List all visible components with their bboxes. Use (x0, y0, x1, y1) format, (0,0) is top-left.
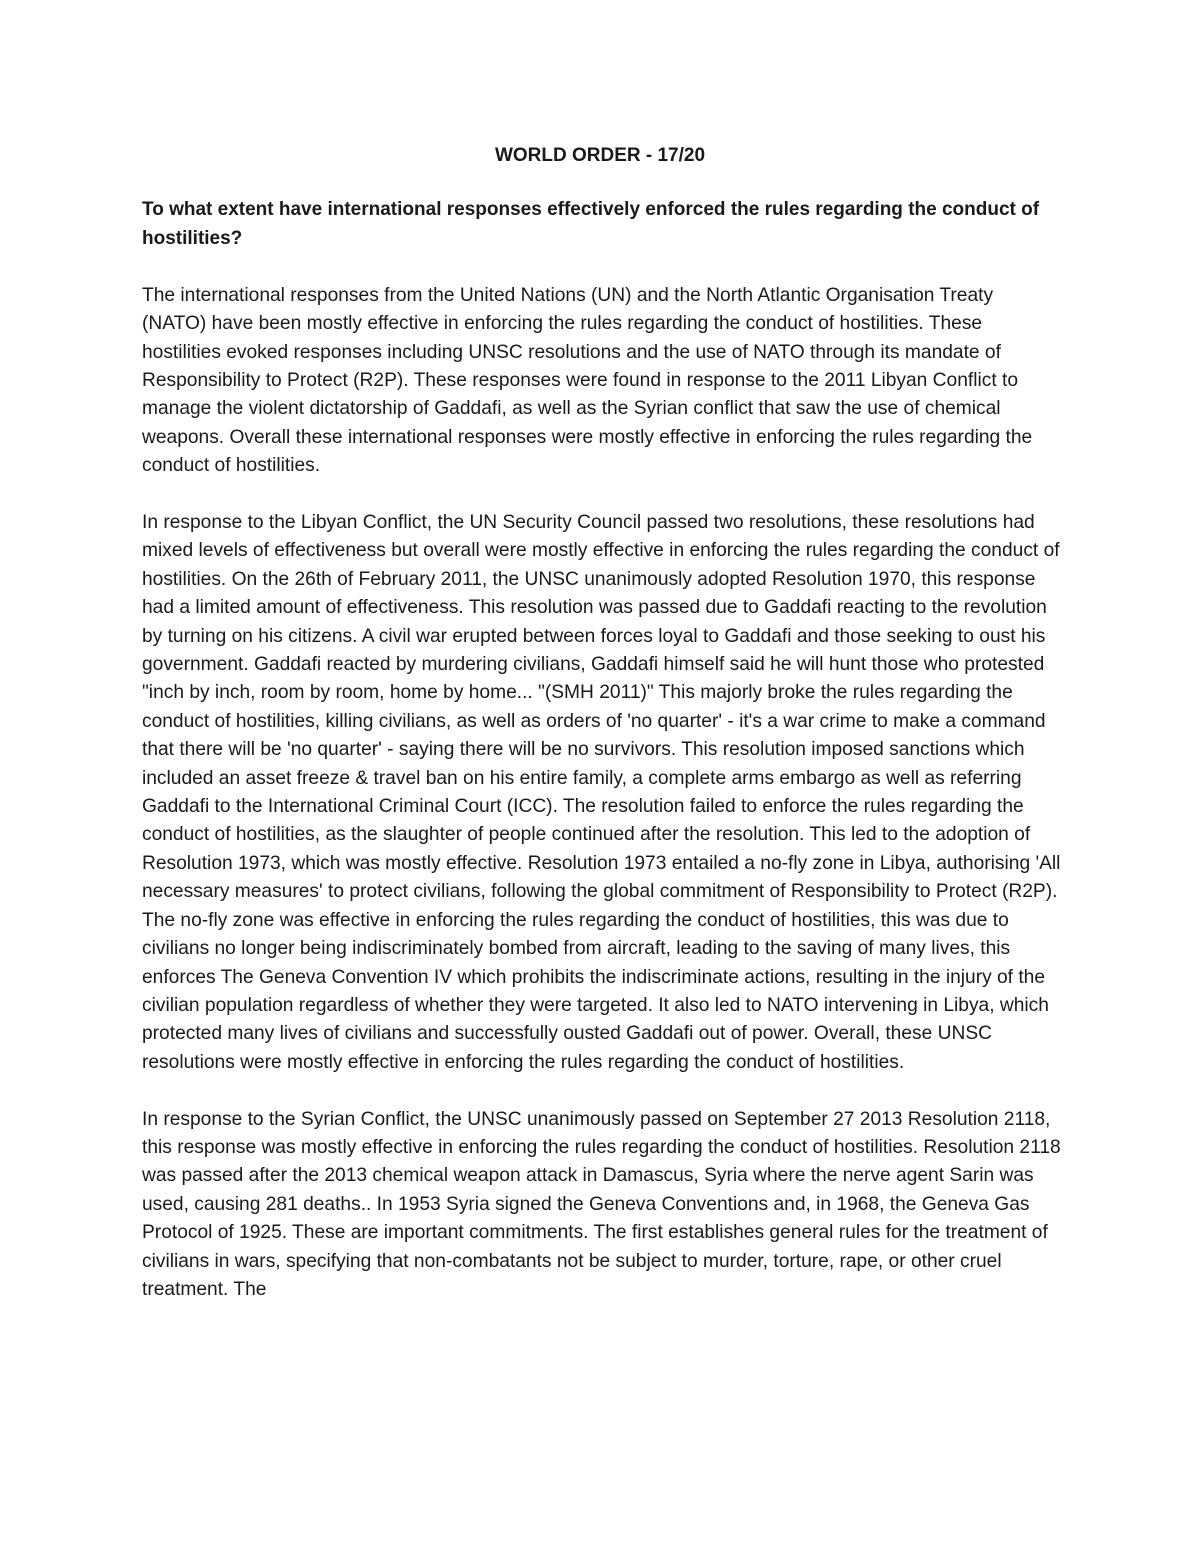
document-body (142, 196, 1062, 1333)
paragraph-libyan-conflict: In response to the Libyan Conflict, the UN Security Council passed two resolutions, these resolutions had mixed levels of effectiveness but overall were mostly effective in enforcing the rules regarding the conduct of hostilities. On the 26th of February 2011, the UNSC unanimously adopted Resolution 1970, this response had a limited amount of effectiveness. This resolution was passed due to Gaddafi reacting to the revolution by turning on his citizens. A civil war erupted between forces loyal to Gaddafi and those seeking to oust his government. Gaddafi reacted by murdering civilians, Gaddafi himself said he will hunt those who protested "inch by inch, room by room, home by home... "(SMH 2011)" This majorly broke the rules regarding the conduct of hostilities, killing civilians, as well as orders of 'no quarter' - it's a war crime to make a command that there will be 'no quarter' - saying there will be no survivors. This resolution imposed sanctions which included an asset freeze & travel ban on his entire family, a complete arms embargo as well as referring Gaddafi to the International Criminal Court (ICC). The resolution failed to enforce the rules regarding the conduct of hostilities, as the slaughter of people continued after the resolution. This led to the adoption of Resolution 1973, which was mostly effective. Resolution 1973 entailed a no-fly zone in Libya, authorising 'All necessary measures' to protect civilians, following the global commitment of Responsibility to Protect (R2P). The no-fly zone was effective in enforcing the rules regarding the conduct of hostilities, this was due to civilians no longer being indiscriminately bombed from aircraft, leading to the saving of many lives, this enforces The Geneva Convention IV which prohibits the indiscriminate actions, resulting in the injury of the civilian population regardless of whether they were targeted. It also led to NATO intervening in Libya, which protected many lives of civilians and successfully ousted Gaddafi out of power. Overall, these UNSC resolutions were mostly effective in enforcing the rules regarding the conduct of hostilities. (142, 512, 1061, 1073)
paragraph-introduction: The international responses from the United Nations (UN) and the North Atlantic Organisation Treaty (NATO) have been mostly effective in enforcing the rules regarding the conduct of hostilities. These hostilities evoked responses including UNSC resolutions and the use of NATO through its mandate of Responsibility to Protect (R2P). These responses were found in response to the 2011 Libyan Conflict to manage the violent dictatorship of Gaddafi, as well as the Syrian conflict that saw the use of chemical weapons. Overall these international responses were mostly effective in enforcing the rules regarding the conduct of hostilities. (142, 284, 1033, 477)
paragraph-syrian-conflict: In response to the Syrian Conflict, the UNSC unanimously passed on September 27 2013 Resolution 2118, this response was mostly effective in enforcing the rules regarding the conduct of hostilities. Resolution 2118 was passed after the 2013 chemical weapon attack in Damascus, Syria where the nerve agent Sarin was used, causing 281 deaths.. In 1953 Syria signed the Geneva Conventions and, in 1968, the Geneva Gas Protocol of 1925. These are important commitments. The first establishes general rules for the treatment of civilians in wars, specifying that non-combatants not be subject to murder, torture, rape, or other cruel treatment. The (142, 1108, 1061, 1300)
essay-question: To what extent have international responses effectively enforced the rules regarding the conduct of hostilities? (142, 199, 1040, 249)
document-title: WORLD ORDER - 17/20 (494, 145, 706, 166)
